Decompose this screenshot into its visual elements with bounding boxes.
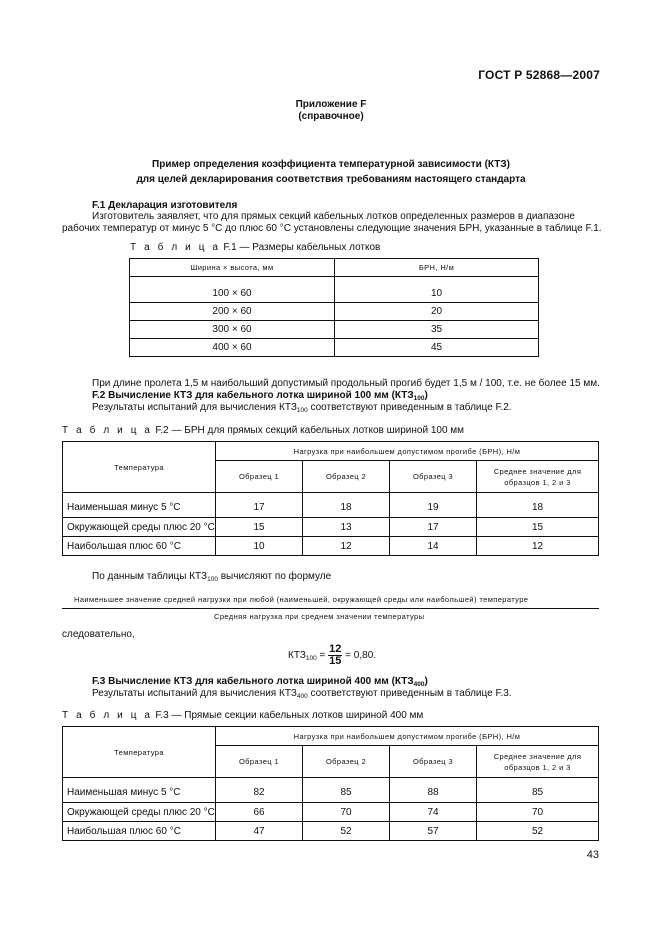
formula-intro: По данным таблицы $КТЗ_{100}$ вычисляют по формуле xyxy=(92,571,332,583)
table3-temp-header: Температура xyxy=(63,727,216,778)
table-row: Наибольшая плюс 60 °С 47 52 57 52 xyxy=(63,822,599,841)
table3-load-header: Нагрузка при наибольшем допустимом прогибе (БРН), Н/м xyxy=(216,727,599,746)
table2-load-header: Нагрузка при наибольшем допустимом прогибе (БРН), Н/м xyxy=(216,442,599,461)
table-row: 200 × 60 20 xyxy=(130,303,539,321)
table-f2 xyxy=(62,441,599,556)
table3-average: Среднее значение для образцов 1, 2 и 3 xyxy=(477,746,599,778)
formula-numerator-text: Наименьшее значение средней нагрузки при любой (наименьшей, окружающей среды или наибольшей) температуре xyxy=(74,595,529,604)
formula-result: $КТЗ_{100}$ = $\frac{12}{15}$ = 0,80. xyxy=(288,642,377,667)
f1-paragraph-line1: Изготовитель заявляет, что для прямых секций кабельных лотков определенных размеров в диапазоне xyxy=(92,211,575,222)
f1-paragraph-line2: рабочих температур от минус 5 °С до плюс 60 °С установлены следующие значения БРН, указанные в таблице F.1. xyxy=(62,223,602,234)
f2-heading: F.2 Вычисление КТЗ для кабельного лотка шириной 100 мм $(КТЗ_{100})$ xyxy=(92,390,428,402)
table2-sample3: Образец 3 xyxy=(390,461,477,493)
table2-sample1: Образец 1 xyxy=(216,461,303,493)
table3-sample2: Образец 2 xyxy=(303,746,390,778)
table-row: Наименьшая минус 5 °С 17 18 19 18 xyxy=(63,499,599,518)
formula-fraction-line xyxy=(62,608,599,609)
f2-paragraph: Результаты испытаний для вычисления $КТЗ_{100}$ соответствуют приведенным в таблице F.2. xyxy=(92,402,512,414)
table-row: 400 × 60 45 xyxy=(130,339,539,357)
annex-heading-line1: Пример определения коэффициента температурной зависимости (КТЗ) xyxy=(152,159,510,170)
table-row: 100 × 60 10 xyxy=(130,285,539,303)
table1-caption: Т а б л и ц а F.1 — Размеры кабельных лотков xyxy=(130,242,381,253)
table2-average: Среднее значение для образцов 1, 2 и 3 xyxy=(477,461,599,493)
table-row: Окружающей среды плюс 20 °С 66 70 74 70 xyxy=(63,803,599,822)
f2-intro: При длине пролета 1,5 м наибольший допустимый продольный прогиб будет 1,5 м / 100, т.е. не более 15 мм. xyxy=(92,378,600,389)
f3-paragraph: Результаты испытаний для вычисления $КТЗ_{400}$ соответствуют приведенным в таблице F.3. xyxy=(92,688,512,700)
table-row: Наименьшая минус 5 °С 82 85 88 85 xyxy=(63,784,599,803)
table1-col-brn: БРН, Н/м xyxy=(335,259,539,277)
table2-sample2: Образец 2 xyxy=(303,461,390,493)
table-row: 300 × 60 35 xyxy=(130,321,539,339)
table-row: Наибольшая плюс 60 °С 10 12 14 12 xyxy=(63,537,599,556)
formula-denominator-text: Средняя нагрузка при среднем значении температуры xyxy=(214,612,425,621)
table2-caption: Т а б л и ц а F.2 — БРН для прямых секций кабельных лотков шириной 100 мм xyxy=(62,425,465,436)
table-f3 xyxy=(62,726,599,841)
f1-heading: F.1 Декларация изготовителя xyxy=(92,200,238,211)
standard-number: ГОСТ Р 52868—2007 xyxy=(478,68,600,82)
annex-subtitle: (справочное) xyxy=(298,111,364,122)
table3-sample1: Образец 1 xyxy=(216,746,303,778)
page-number: 43 xyxy=(586,849,599,861)
table-row: Окружающей среды плюс 20 °С 15 13 17 15 xyxy=(63,518,599,537)
table1-col-size: Ширина × высота, мм xyxy=(130,259,335,277)
table3-sample3: Образец 3 xyxy=(390,746,477,778)
annex-title: Приложение F xyxy=(295,99,367,110)
table2-temp-header: Температура xyxy=(63,442,216,493)
table3-caption: Т а б л и ц а F.3 — Прямые секции кабельных лотков шириной 400 мм xyxy=(62,710,424,721)
f3-heading: F.3 Вычисление КТЗ для кабельного лотка шириной 400 мм $(КТЗ_{400})$ xyxy=(92,676,428,688)
table-f1 xyxy=(129,258,539,357)
annex-heading-line2: для целей декларирования соответствия требованиям настоящего стандарта xyxy=(136,174,526,185)
formula-therefore: следовательно, xyxy=(62,629,135,640)
